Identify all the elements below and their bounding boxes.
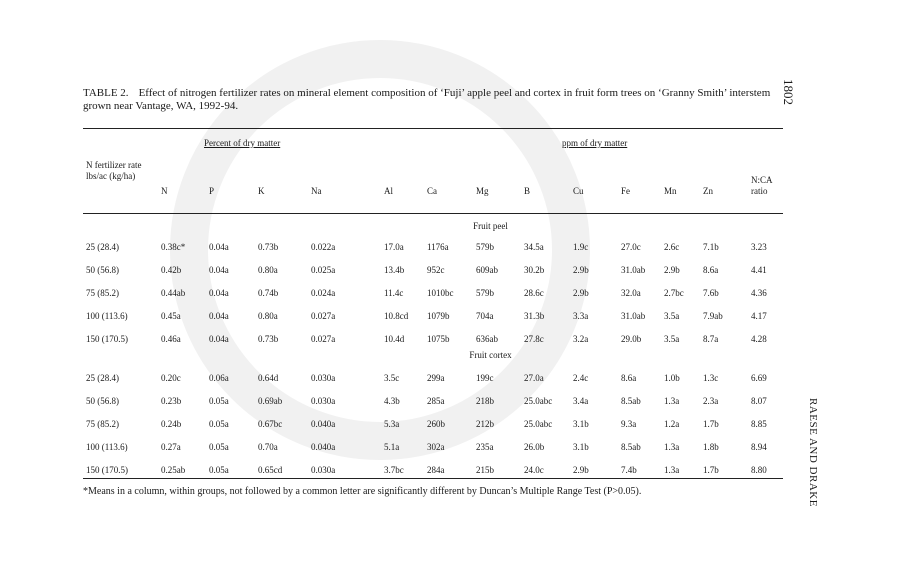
- table-cell: 5.3a: [384, 419, 400, 429]
- column-header-al: Al: [384, 186, 393, 196]
- table-cell: 0.65cd: [258, 465, 283, 475]
- table-cell: 0.69ab: [258, 396, 283, 406]
- table-cell: 0.024a: [311, 288, 336, 298]
- table-cell: 8.6a: [621, 373, 637, 383]
- table-cell: 3.4a: [573, 396, 589, 406]
- table-cell: 2.6c: [664, 242, 680, 252]
- table-cell: 1.3a: [664, 465, 680, 475]
- table-cell: 0.05a: [209, 396, 229, 406]
- table-caption-text: Effect of nitrogen fertilizer rates on mineral element composition of ‘Fuji’ apple peel and cortex in fruit form trees on ‘Granny Smith’ interstem grown near Vantage, WA, 1992-94.: [83, 87, 771, 112]
- table-cell: 1010bc: [427, 288, 454, 298]
- row-label-cell: 150 (170.5): [86, 334, 128, 344]
- table-cell: 235a: [476, 442, 494, 452]
- table-cell: 0.20c: [161, 373, 181, 383]
- table-cell: 5.1a: [384, 442, 400, 452]
- table-cell: 3.3a: [573, 311, 589, 321]
- table-cell: 0.45a: [161, 311, 181, 321]
- table-cell: 13.4b: [384, 265, 405, 275]
- table-cell: 7.9ab: [703, 311, 723, 321]
- table-cell: 4.28: [751, 334, 767, 344]
- table-cell: 0.030a: [311, 373, 336, 383]
- table-cell: 17.0a: [384, 242, 404, 252]
- table-cell: 1.3c: [703, 373, 719, 383]
- table-cell: 0.73b: [258, 242, 279, 252]
- table-cell: 31.3b: [524, 311, 545, 321]
- table-cell: 0.44ab: [161, 288, 186, 298]
- table-cell: 0.05a: [209, 442, 229, 452]
- table-header-rule: [83, 213, 783, 214]
- table-cell: 1.3a: [664, 396, 680, 406]
- table-cell: 3.2a: [573, 334, 589, 344]
- table-cell: 609ab: [476, 265, 498, 275]
- table-cell: 3.7bc: [384, 465, 404, 475]
- table-footnote: *Means in a column, within groups, not followed by a common letter are significantly different by Duncan’s Multiple Range Test (P>0.05).: [83, 486, 642, 497]
- row-label-cell: 25 (28.4): [86, 373, 119, 383]
- column-header-ratio: N:CA ratio: [751, 175, 773, 196]
- table-cell: 0.27a: [161, 442, 181, 452]
- table-cell: 1.3a: [664, 442, 680, 452]
- table-cell: 0.25ab: [161, 465, 186, 475]
- table-cell: 28.6c: [524, 288, 544, 298]
- row-label-cell: 100 (113.6): [86, 442, 128, 452]
- table-cell: 10.8cd: [384, 311, 409, 321]
- table-cell: 8.5ab: [621, 442, 641, 452]
- table-cell: 8.07: [751, 396, 767, 406]
- column-header-n: N: [161, 186, 168, 196]
- table-cell: 1.7b: [703, 419, 719, 429]
- table-cell: 7.1b: [703, 242, 719, 252]
- table-cell: 2.9b: [573, 465, 589, 475]
- table-cell: 31.0ab: [621, 265, 646, 275]
- table-cell: 2.9b: [573, 265, 589, 275]
- table-cell: 8.5ab: [621, 396, 641, 406]
- table-bottom-rule: [83, 478, 783, 479]
- table-cell: 0.80a: [258, 265, 278, 275]
- column-header-b: B: [524, 186, 531, 196]
- table-cell: 0.040a: [311, 442, 336, 452]
- table-cell: 579b: [476, 242, 494, 252]
- table-cell: 579b: [476, 288, 494, 298]
- column-header-mg: Mg: [476, 186, 489, 196]
- table-cell: 0.06a: [209, 373, 229, 383]
- table-cell: 30.2b: [524, 265, 545, 275]
- running-head: RAESE AND DRAKE: [807, 398, 819, 507]
- table-cell: 3.5a: [664, 311, 680, 321]
- table-cell: 2.9b: [664, 265, 680, 275]
- table-cell: 27.0a: [524, 373, 544, 383]
- table-cell: 3.23: [751, 242, 767, 252]
- table-cell: 1176a: [427, 242, 449, 252]
- table-cell: 2.7bc: [664, 288, 684, 298]
- table-cell: 0.24b: [161, 419, 182, 429]
- table-cell: 0.027a: [311, 311, 336, 321]
- table-cell: 0.025a: [311, 265, 336, 275]
- table-cell: 8.7a: [703, 334, 719, 344]
- table-cell: 25.0abc: [524, 396, 553, 406]
- table-cell: 212b: [476, 419, 494, 429]
- table-cell: 0.030a: [311, 465, 336, 475]
- table-cell: 0.022a: [311, 242, 336, 252]
- table-cell: 8.6a: [703, 265, 719, 275]
- column-header-fe: Fe: [621, 186, 630, 196]
- table-cell: 0.04a: [209, 242, 229, 252]
- column-header-p: P: [209, 186, 215, 196]
- column-header-na: Na: [311, 186, 322, 196]
- table-cell: 284a: [427, 465, 445, 475]
- table-cell: 3.1b: [573, 419, 589, 429]
- table-cell: 0.42b: [161, 265, 182, 275]
- table-cell: 27.0c: [621, 242, 641, 252]
- row-label-cell: 75 (85.2): [86, 288, 119, 298]
- row-label-cell: 50 (56.8): [86, 396, 119, 406]
- table-cell: 26.0b: [524, 442, 545, 452]
- table-cell: 3.5c: [384, 373, 400, 383]
- table-cell: 3.5a: [664, 334, 680, 344]
- table-cell: 0.04a: [209, 311, 229, 321]
- table-cell: 8.85: [751, 419, 767, 429]
- table-cell: 7.4b: [621, 465, 637, 475]
- table-cell: 1.9c: [573, 242, 589, 252]
- table-cell: 4.36: [751, 288, 767, 298]
- table-cell: 704a: [476, 311, 494, 321]
- page-number: 1802: [781, 79, 796, 105]
- row-label-cell: 100 (113.6): [86, 311, 128, 321]
- table-cell: 11.4c: [384, 288, 404, 298]
- table-cell: 0.027a: [311, 334, 336, 344]
- row-label-cell: 75 (85.2): [86, 419, 119, 429]
- table-cell: 0.04a: [209, 265, 229, 275]
- column-header-mn: Mn: [664, 186, 677, 196]
- table-cell: 1.0b: [664, 373, 680, 383]
- row-label-cell: 150 (170.5): [86, 465, 128, 475]
- column-header-cu: Cu: [573, 186, 584, 196]
- table-cell: 2.3a: [703, 396, 719, 406]
- table-cell: 0.64d: [258, 373, 279, 383]
- table-cell: 299a: [427, 373, 445, 383]
- table-cell: 215b: [476, 465, 494, 475]
- group-header-ppm: ppm of dry matter: [562, 138, 628, 148]
- table-cell: 6.69: [751, 373, 767, 383]
- table-cell: 0.67bc: [258, 419, 283, 429]
- table-cell: 4.3b: [384, 396, 400, 406]
- table-cell: 260b: [427, 419, 445, 429]
- table-caption-label: TABLE 2.: [83, 87, 129, 99]
- table-cell: 0.05a: [209, 465, 229, 475]
- table-cell: 2.9b: [573, 288, 589, 298]
- group-header-percent: Percent of dry matter: [204, 138, 281, 148]
- table-cell: 29.0b: [621, 334, 642, 344]
- table-cell: 1075b: [427, 334, 450, 344]
- table-cell: 218b: [476, 396, 494, 406]
- table-cell: 32.0a: [621, 288, 641, 298]
- section-label: Fruit cortex: [469, 350, 512, 360]
- table-cell: 24.0c: [524, 465, 544, 475]
- table-top-rule: [83, 128, 783, 129]
- table-cell: 0.23b: [161, 396, 182, 406]
- column-header-rate: N fertilizer rate lbs/ac (kg/ha): [86, 160, 142, 181]
- table-cell: 4.41: [751, 265, 767, 275]
- column-header-k: K: [258, 186, 265, 196]
- table-cell: 0.030a: [311, 396, 336, 406]
- table-cell: 285a: [427, 396, 445, 406]
- table-cell: 0.70a: [258, 442, 278, 452]
- table-cell: 0.80a: [258, 311, 278, 321]
- table-cell: 636ab: [476, 334, 498, 344]
- table-cell: 2.4c: [573, 373, 589, 383]
- column-header-zn: Zn: [703, 186, 713, 196]
- table-cell: 952c: [427, 265, 445, 275]
- table-cell: 4.17: [751, 311, 767, 321]
- table-cell: 0.040a: [311, 419, 336, 429]
- table-cell: 9.3a: [621, 419, 637, 429]
- table-cell: 31.0ab: [621, 311, 646, 321]
- table-cell: 0.05a: [209, 419, 229, 429]
- table-cell: 1.8b: [703, 442, 719, 452]
- table-cell: 302a: [427, 442, 445, 452]
- table-cell: 8.94: [751, 442, 767, 452]
- table-cell: 0.38c*: [161, 242, 186, 252]
- table-cell: 0.73b: [258, 334, 279, 344]
- section-label: Fruit peel: [473, 221, 508, 231]
- table-cell: 1079b: [427, 311, 450, 321]
- table-cell: 1.7b: [703, 465, 719, 475]
- table-cell: 3.1b: [573, 442, 589, 452]
- table-cell: 7.6b: [703, 288, 719, 298]
- table-cell: 0.46a: [161, 334, 181, 344]
- table-cell: 0.04a: [209, 334, 229, 344]
- table-cell: 10.4d: [384, 334, 405, 344]
- row-label-cell: 50 (56.8): [86, 265, 119, 275]
- column-header-ca: Ca: [427, 186, 437, 196]
- table-cell: 34.5a: [524, 242, 544, 252]
- row-label-cell: 25 (28.4): [86, 242, 119, 252]
- table-cell: 1.2a: [664, 419, 680, 429]
- table-cell: 0.04a: [209, 288, 229, 298]
- table-cell: 25.0abc: [524, 419, 553, 429]
- table-cell: 27.8c: [524, 334, 544, 344]
- table-cell: 8.80: [751, 465, 767, 475]
- table-cell: 0.74b: [258, 288, 279, 298]
- table-caption: [83, 87, 783, 113]
- table-cell: 199c: [476, 373, 494, 383]
